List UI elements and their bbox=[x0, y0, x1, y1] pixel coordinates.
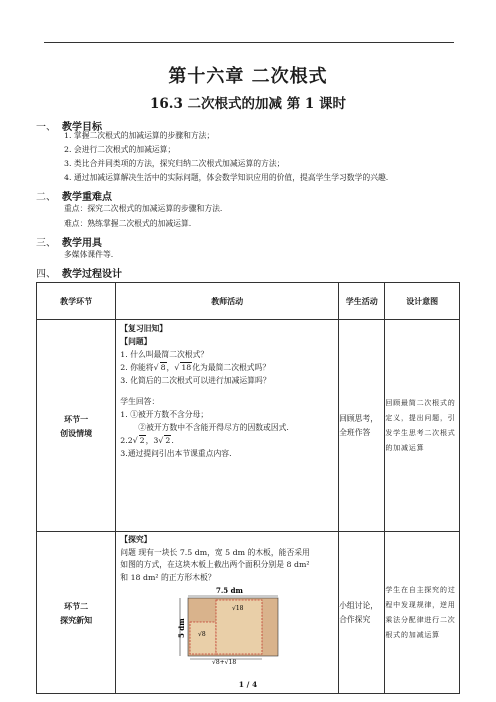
side-dimension-label: 5 dm bbox=[177, 618, 187, 638]
goal-item: 1. 掌握二次根式的加减运算的步骤和方法； bbox=[64, 131, 215, 140]
stage-name: 创设情境 bbox=[60, 427, 93, 438]
section-label: 教学重难点 bbox=[62, 192, 112, 203]
board-diagram bbox=[174, 586, 284, 664]
section-number: 四、 bbox=[36, 269, 56, 280]
section-tools bbox=[36, 234, 102, 249]
explore-tag: 【探究】 bbox=[120, 535, 152, 544]
key-item: 难点：熟练掌握二次根式的加减运算. bbox=[64, 219, 192, 228]
chapter-title: 第十六章 二次根式 bbox=[168, 66, 328, 87]
bottom-radicand-b: 18 bbox=[228, 659, 237, 664]
question-1: 1. 什么叫最简二次根式？ bbox=[120, 350, 209, 359]
teacher-cell bbox=[116, 532, 339, 694]
a3-tail: . bbox=[171, 436, 174, 445]
table-row bbox=[37, 320, 460, 532]
student-cell: 回顾思考，全班作答 bbox=[339, 320, 385, 532]
problem-line: 如图的方式，在这块木板上截出两个面积分别是 8 dm² bbox=[120, 560, 310, 569]
answer-4: 3.通过提问引出本节课重点内容. bbox=[120, 449, 232, 458]
stage-number: 环节一 bbox=[64, 413, 89, 424]
header-teacher: 教师活动 bbox=[116, 283, 339, 320]
teacher-cell bbox=[116, 320, 339, 532]
radicand: 8 bbox=[160, 363, 166, 372]
small-square-radicand: 8 bbox=[202, 631, 206, 638]
radicand: 2 bbox=[165, 436, 171, 445]
section-number: 一、 bbox=[36, 122, 56, 133]
answer-3: 2.2√ 2，3√ 2. bbox=[120, 436, 174, 445]
header-stage: 教学环节 bbox=[37, 283, 116, 320]
stage-number: 环节二 bbox=[64, 600, 89, 611]
answer-label: 学生回答： bbox=[120, 397, 160, 406]
intent-cell: 学生在自主探究的过程中发现规律，逆用乘法分配律进行二次根式的加减运算 bbox=[385, 532, 460, 694]
top-dimension-label: 7.5 dm bbox=[216, 586, 244, 595]
goal-item: 4. 通过加减运算解决生活中的实际问题，体会数学知识应用的价值，提高学生学习数学的兴趣. bbox=[64, 173, 389, 182]
section-number: 三、 bbox=[36, 238, 56, 249]
goal-item: 2. 会进行二次根式的加减运算； bbox=[64, 145, 176, 154]
radicand: 18 bbox=[181, 363, 192, 372]
review-tag: 【复习旧知】 bbox=[120, 324, 168, 333]
stage-cell bbox=[37, 320, 116, 532]
goal-item: 3. 类比合并同类项的方法，探究归纳二次根式加减运算的方法； bbox=[64, 159, 285, 168]
problem-line: 问题 现有一块长 7.5 dm，宽 5 dm 的木板，能否采用 bbox=[120, 547, 310, 557]
header-rule bbox=[44, 42, 454, 43]
stage-name: 探究新知 bbox=[60, 614, 93, 625]
table-row bbox=[37, 532, 460, 694]
problem-line: 和 18 dm² 的正方形木板？ bbox=[120, 572, 216, 582]
section-label: 教学目标 bbox=[62, 122, 102, 133]
section-process bbox=[36, 265, 122, 280]
question-3: 3. 化简后的二次根式可以进行加减运算吗？ bbox=[120, 376, 271, 385]
key-item: 重点：探究二次根式的加减运算的步骤和方法. bbox=[64, 204, 223, 213]
small-square bbox=[190, 622, 216, 654]
a3-text: 2.2 bbox=[120, 436, 133, 445]
section-label: 教学过程设计 bbox=[62, 269, 122, 280]
answer-1: 1. ①被开方数不含分母； bbox=[120, 410, 209, 419]
section-number: 二、 bbox=[36, 192, 56, 203]
question-tag: 【问题】 bbox=[120, 337, 152, 346]
lesson-title: 16.3 二次根式的加减 第 1 课时 bbox=[149, 96, 347, 112]
header-student: 学生活动 bbox=[339, 283, 385, 320]
stage-cell bbox=[37, 532, 116, 694]
big-square-label: √18 bbox=[232, 605, 244, 612]
a3-sep: ，3 bbox=[145, 436, 159, 445]
q2-tail: 化为最简二次根式吗？ bbox=[192, 363, 271, 372]
section-key bbox=[36, 188, 112, 203]
big-square-radicand: 18 bbox=[236, 605, 244, 612]
small-square-label: √8 bbox=[198, 631, 206, 638]
intent-cell: 回顾最简二次根式的定义，提出问题，引发学生思考二次根式的加减运算 bbox=[385, 320, 460, 532]
q2-sep: ， bbox=[166, 363, 175, 372]
header-intent: 设计意图 bbox=[385, 283, 460, 320]
section-label: 教学用具 bbox=[62, 238, 102, 249]
student-cell: 小组讨论，合作探究 bbox=[339, 532, 385, 694]
page-number: 1 / 4 bbox=[238, 680, 258, 689]
table-header-row bbox=[37, 283, 460, 320]
radicand: 2 bbox=[139, 436, 145, 445]
q2-text: 2. 你能将 bbox=[120, 363, 154, 372]
bottom-dimension-label: √8+√18 bbox=[212, 659, 237, 664]
tools-item: 多媒体课件等. bbox=[64, 250, 114, 259]
lesson-table bbox=[36, 282, 460, 694]
bottom-radicand-a: 8 bbox=[216, 659, 220, 664]
question-2: 2. 你能将√ 8，√ 18化为最简二次根式吗？ bbox=[120, 363, 271, 372]
answer-2: ②被开方数中不含能开得尽方的因数或因式. bbox=[138, 423, 289, 432]
